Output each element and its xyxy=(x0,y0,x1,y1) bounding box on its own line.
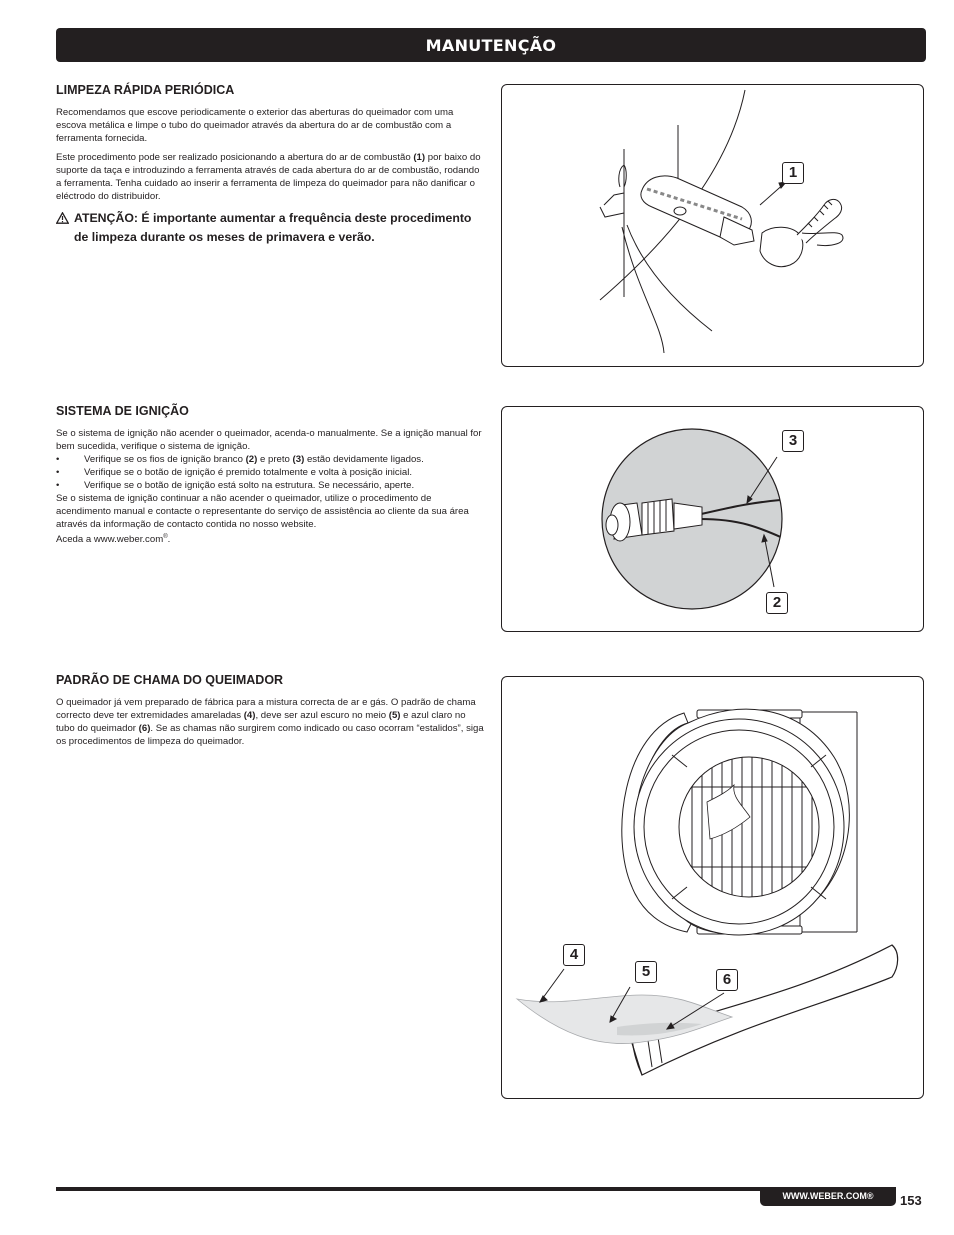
paragraph xyxy=(56,151,484,203)
callout-3: 3 xyxy=(782,430,804,452)
reference: (6) xyxy=(138,723,151,734)
ignition-button-illustration xyxy=(502,407,925,633)
list-item xyxy=(56,453,484,466)
header-bar xyxy=(56,28,926,62)
reference: (1) xyxy=(413,152,426,163)
paragraph: Se o sistema de ignição não acender o queimador, acenda-o manualmente. Se a ignição manual for bem sucedida, verifique o sistema de ignição. xyxy=(56,428,482,452)
figure-burner-cleaning xyxy=(501,84,924,367)
reference: (3) xyxy=(292,454,305,465)
text-run: O queimador já vem preparado de fábrica para a mistura correcta de ar e gás. O padrão de chama correcto deve ter extremidades amareladas xyxy=(56,697,476,721)
list-item: • Verifique se o botão de ignição está solto na estrutura. Se necessário, aperte. xyxy=(56,479,484,492)
callout-6: 6 xyxy=(716,969,738,991)
warning-icon xyxy=(56,209,74,246)
section-ignition-system xyxy=(56,404,484,546)
reference: (4) xyxy=(243,710,256,721)
burner-tool-illustration xyxy=(502,85,925,368)
figure-ignition xyxy=(501,406,924,632)
text-run: Verifique se os fios de ignição branco xyxy=(84,454,246,465)
registered-mark: ® xyxy=(163,534,168,540)
text-run: por baixo do suporte da taça e introduzindo a ferramenta através de cada abertura do ar de combustão, rodando a ferramenta. Tenha cuidado ao inserir a ferramenta de limpeza do queimador para não danificar o eléctrodo do distribuidor. xyxy=(56,152,481,202)
section-title: LIMPEZA RÁPIDA PERIÓDICA xyxy=(56,83,235,97)
text-run: Este procedimento pode ser realizado posicionando a abertura do ar de combustão xyxy=(56,152,414,163)
text-run: e preto xyxy=(257,454,293,465)
callout-1: 1 xyxy=(782,162,804,184)
warning-text: ATENÇÃO: É importante aumentar a frequência deste procedimento de limpeza durante os meses de primavera e verão. xyxy=(74,211,472,244)
checklist xyxy=(56,453,484,492)
burner-flame-illustration xyxy=(502,677,925,1100)
paragraph: Recomendamos que escove periodicamente o exterior das aberturas do queimador com uma escova metálica e limpe o tubo do queimador através da abertura do ar de combustão com a ferramenta fornecida. xyxy=(56,107,454,144)
text-run: , deve ser azul escuro no meio xyxy=(255,710,389,721)
paragraph xyxy=(56,531,484,546)
section-burner-flame-pattern xyxy=(56,673,484,754)
page-number: 153 xyxy=(900,1193,922,1208)
callout-4: 4 xyxy=(563,944,585,966)
callout-2: 2 xyxy=(766,592,788,614)
paragraph xyxy=(56,696,484,748)
text-run: estão devidamente ligados. xyxy=(304,454,424,465)
website-link[interactable]: WWW.WEBER.COM® xyxy=(760,1187,896,1206)
reference: (2) xyxy=(245,454,258,465)
list-item: • Verifique se o botão de ignição é premido totalmente e volta à posição inicial. xyxy=(56,466,484,479)
reference: (5) xyxy=(388,710,401,721)
section-quick-cleaning xyxy=(56,83,484,246)
text-run: e azul claro no tubo do queimador xyxy=(56,710,466,734)
warning-block xyxy=(56,209,484,246)
figure-flame-pattern xyxy=(501,676,924,1099)
callout-5: 5 xyxy=(635,961,657,983)
page-title: MANUTENÇÃO xyxy=(425,36,557,55)
section-title: PADRÃO DE CHAMA DO QUEIMADOR xyxy=(56,673,284,687)
text-run: Aceda a www.weber.com xyxy=(56,534,164,546)
paragraph: Se o sistema de ignição continuar a não acender o queimador, utilize o procedimento de acendimento manual e contacte o representante do serviço de assistência ao cliente da sua área através da informação de contacto contida no nosso website. xyxy=(56,493,469,530)
text-run: . xyxy=(167,534,171,546)
text-run: . Se as chamas não surgirem como indicado ou caso ocorram “estalidos”, siga os procedimentos de limpeza do queimador. xyxy=(56,723,484,747)
section-title: SISTEMA DE IGNIÇÃO xyxy=(56,404,189,418)
